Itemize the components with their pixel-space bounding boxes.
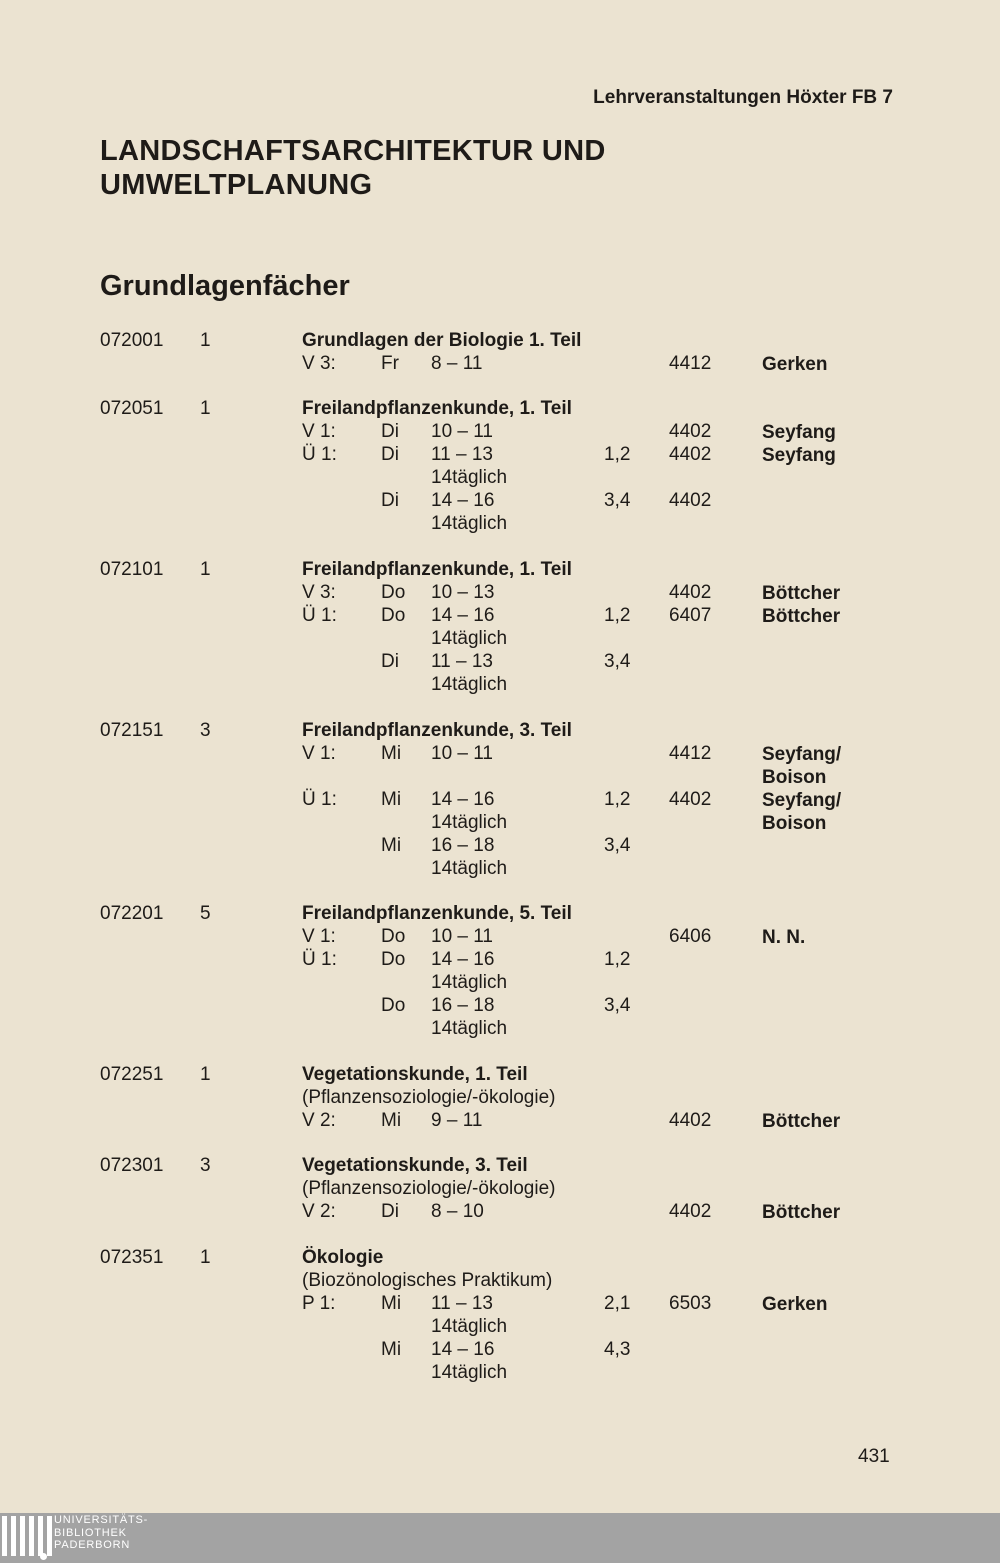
session-room: 4412 xyxy=(669,353,712,374)
running-head: Lehrveranstaltungen Höxter FB 7 xyxy=(593,87,893,108)
schedule-row xyxy=(0,743,1000,788)
session-time: 8 – 10 xyxy=(431,1201,484,1222)
session-room: 4402 xyxy=(669,1201,712,1222)
session-groups: 2,1 xyxy=(604,1293,631,1314)
schedule-row xyxy=(0,1339,1000,1383)
course-title: Freilandpflanzenkunde, 1. Teil xyxy=(302,559,572,580)
session-groups: 1,2 xyxy=(604,949,631,970)
session-day: Di xyxy=(381,444,399,465)
session-time: 11 – 13 xyxy=(431,444,493,465)
session-room: 6407 xyxy=(669,605,712,626)
course-semester: 5 xyxy=(200,903,211,924)
session-time: 11 – 13 xyxy=(431,1293,493,1314)
session-room: 4402 xyxy=(669,789,712,810)
session-day: Di xyxy=(381,421,399,442)
library-logo-line-2: BIBLIOTHEK xyxy=(54,1526,127,1539)
course-semester: 1 xyxy=(200,330,211,351)
session-groups: 3,4 xyxy=(604,651,631,672)
session-time: 11 – 13 xyxy=(431,651,493,672)
session-day: Mi xyxy=(381,743,402,764)
session-type: P 1: xyxy=(302,1293,336,1314)
session-day: Fr xyxy=(381,353,399,374)
session-day: Di xyxy=(381,651,399,672)
course-subtitle: (Pflanzensoziologie/-ökologie) xyxy=(302,1178,556,1199)
session-groups: 3,4 xyxy=(604,995,631,1016)
session-time: 14 – 16 xyxy=(431,490,495,511)
session-type: Ü 1: xyxy=(302,789,337,810)
page-title-line-2: UMWELTPLANUNG xyxy=(100,169,373,201)
session-time: 14 – 16 xyxy=(431,605,495,626)
session-time: 16 – 18 xyxy=(431,835,495,856)
schedule-row xyxy=(0,605,1000,649)
session-frequency: 14täglich xyxy=(431,674,508,695)
session-day: Mi xyxy=(381,1339,402,1360)
schedule-row xyxy=(0,1110,1000,1133)
library-logo-line-1: UNIVERSITÄTS- xyxy=(54,1514,149,1526)
session-time: 14 – 16 xyxy=(431,949,495,970)
course-title: Freilandpflanzenkunde, 5. Teil xyxy=(302,903,572,924)
session-type: V 2: xyxy=(302,1110,336,1131)
session-type: V 1: xyxy=(302,421,336,442)
course-subtitle: (Pflanzensoziologie/-ökologie) xyxy=(302,1087,556,1108)
session-type: V 3: xyxy=(302,353,336,374)
session-groups: 1,2 xyxy=(604,444,631,465)
session-time: 14 – 16 xyxy=(431,1339,495,1360)
session-type: V 1: xyxy=(302,926,336,947)
schedule-row xyxy=(0,582,1000,605)
library-footer-bar xyxy=(0,1513,1000,1563)
course-semester: 1 xyxy=(200,1064,211,1085)
session-type: V 2: xyxy=(302,1201,336,1222)
session-lecturer: Böttcher xyxy=(762,606,841,627)
course-semester: 1 xyxy=(200,559,211,580)
course-number: 072151 xyxy=(100,720,164,741)
section-title: Grundlagenfächer xyxy=(100,270,350,302)
session-lecturer: Gerken xyxy=(762,1294,828,1315)
session-day: Do xyxy=(381,995,406,1016)
session-day: Do xyxy=(381,605,406,626)
course-number: 072301 xyxy=(100,1155,164,1176)
session-groups: 3,4 xyxy=(604,490,631,511)
schedule-row xyxy=(0,835,1000,879)
session-groups: 4,3 xyxy=(604,1339,631,1360)
library-logo-dot xyxy=(40,1553,47,1560)
session-lecturer: Seyfang/ Boison xyxy=(762,744,842,788)
session-frequency: 14täglich xyxy=(431,1316,508,1337)
course-semester: 3 xyxy=(200,1155,211,1176)
session-groups: 1,2 xyxy=(604,605,631,626)
session-day: Do xyxy=(381,949,406,970)
session-room: 4402 xyxy=(669,582,712,603)
session-lecturer: Böttcher xyxy=(762,1202,841,1223)
session-day: Di xyxy=(381,490,399,511)
course-title: Ökologie xyxy=(302,1247,384,1268)
schedule-row xyxy=(0,353,1000,376)
session-day: Do xyxy=(381,926,406,947)
session-lecturer: Gerken xyxy=(762,354,828,375)
session-frequency: 14täglich xyxy=(431,1362,508,1383)
course-title: Grundlagen der Biologie 1. Teil xyxy=(302,330,582,351)
session-type: V 3: xyxy=(302,582,336,603)
session-day: Do xyxy=(381,582,406,603)
session-room: 4412 xyxy=(669,743,712,764)
schedule-row xyxy=(0,490,1000,534)
session-lecturer: Böttcher xyxy=(762,1111,841,1132)
schedule-row xyxy=(0,1201,1000,1224)
session-room: 4402 xyxy=(669,444,712,465)
course-number: 072051 xyxy=(100,398,164,419)
schedule-row xyxy=(0,444,1000,488)
session-type: Ü 1: xyxy=(302,949,337,970)
schedule-row xyxy=(0,651,1000,695)
schedule-row xyxy=(0,926,1000,949)
course-title: Freilandpflanzenkunde, 3. Teil xyxy=(302,720,572,741)
session-time: 10 – 13 xyxy=(431,582,495,603)
schedule-row xyxy=(0,1293,1000,1337)
course-number: 072351 xyxy=(100,1247,164,1268)
session-day: Mi xyxy=(381,789,402,810)
session-lecturer: Seyfang xyxy=(762,445,836,466)
session-time: 8 – 11 xyxy=(431,353,483,374)
course-semester: 1 xyxy=(200,1247,211,1268)
session-frequency: 14täglich xyxy=(431,513,508,534)
course-title: Vegetationskunde, 1. Teil xyxy=(302,1064,528,1085)
course-number: 072101 xyxy=(100,559,164,580)
session-groups: 1,2 xyxy=(604,789,631,810)
session-groups: 3,4 xyxy=(604,835,631,856)
session-lecturer: Seyfang/ Boison xyxy=(762,790,842,834)
session-time: 14 – 16 xyxy=(431,789,495,810)
session-frequency: 14täglich xyxy=(431,972,508,993)
library-logo-text xyxy=(54,1514,148,1552)
session-lecturer: Böttcher xyxy=(762,583,841,604)
session-day: Mi xyxy=(381,835,402,856)
schedule-row xyxy=(0,789,1000,834)
session-time: 10 – 11 xyxy=(431,743,493,764)
session-time: 9 – 11 xyxy=(431,1110,483,1131)
session-day: Mi xyxy=(381,1293,402,1314)
session-time: 16 – 18 xyxy=(431,995,495,1016)
session-type: V 1: xyxy=(302,743,336,764)
course-semester: 1 xyxy=(200,398,211,419)
session-room: 4402 xyxy=(669,490,712,511)
course-title: Freilandpflanzenkunde, 1. Teil xyxy=(302,398,572,419)
session-room: 6406 xyxy=(669,926,712,947)
page-number: 431 xyxy=(858,1446,890,1467)
session-frequency: 14täglich xyxy=(431,858,508,879)
session-frequency: 14täglich xyxy=(431,467,508,488)
session-room: 4402 xyxy=(669,1110,712,1131)
session-type: Ü 1: xyxy=(302,444,337,465)
session-lecturer: Seyfang xyxy=(762,422,836,443)
course-title: Vegetationskunde, 3. Teil xyxy=(302,1155,528,1176)
course-semester: 3 xyxy=(200,720,211,741)
page-title-line-1: LANDSCHAFTSARCHITEKTUR UND xyxy=(100,135,606,167)
session-day: Di xyxy=(381,1201,399,1222)
session-frequency: 14täglich xyxy=(431,1018,508,1039)
course-number: 072251 xyxy=(100,1064,164,1085)
session-room: 6503 xyxy=(669,1293,712,1314)
course-number: 072201 xyxy=(100,903,164,924)
session-type: Ü 1: xyxy=(302,605,337,626)
schedule-row xyxy=(0,421,1000,444)
session-day: Mi xyxy=(381,1110,402,1131)
library-logo-line-3: PADERBORN xyxy=(54,1539,131,1551)
session-lecturer: N. N. xyxy=(762,927,806,948)
course-subtitle: (Biozönologisches Praktikum) xyxy=(302,1270,553,1291)
session-frequency: 14täglich xyxy=(431,628,508,649)
page-title xyxy=(100,134,720,202)
session-room: 4402 xyxy=(669,421,712,442)
course-number: 072001 xyxy=(100,330,164,351)
session-time: 10 – 11 xyxy=(431,421,493,442)
schedule-row xyxy=(0,949,1000,993)
session-time: 10 – 11 xyxy=(431,926,493,947)
session-frequency: 14täglich xyxy=(431,812,508,833)
schedule-row xyxy=(0,995,1000,1039)
